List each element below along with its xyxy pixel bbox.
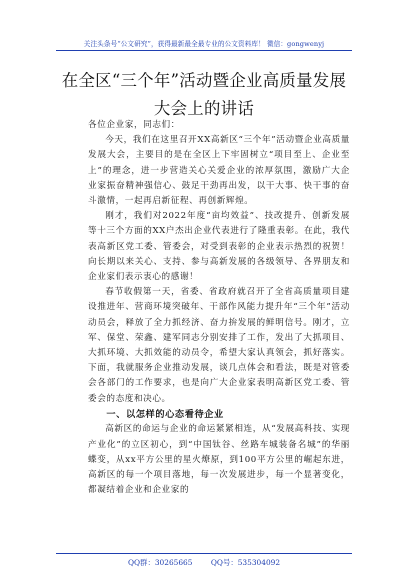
header-divider <box>56 50 352 51</box>
greeting: 各位企业家，同志们： <box>88 120 180 130</box>
footer-divider <box>56 553 352 554</box>
header-notice: 关注头条号“公文研究”，获得最新最全最专业的公文资料库！ 微信：gongwenyj <box>83 40 325 48</box>
paragraph: 春节收假第一天，省委、省政府就召开了全省高质量项目建设推进年、营商环境突破年、干部作风能力提升年“三个年”活动动员会，释放了全力抓经济、奋力拚发展的鲜明信号。刚才，立军、保堂、荣鑫、建军同志分别安排了工作，发出了大抓项目、大抓环境、大抓效能的动员令，希望大家认真领会，抓好落实。下面，我就服务企业推动发展，谈几点体会和看法，既是对管委会各部门的工作要求，也是向广大企业家表明高新区党工委、管委会的态度和决心。 <box>88 287 350 404</box>
paragraph: 刚才，我们对2022年度“亩均效益”、技改提升、创新发展等十三个方面的XX户杰出企业代表进行了隆重表彰。在此，我代表高新区党工委、管委会，对受到表彰的企业表示热烈的祝贺！向长期以来关心、支持、参与高新发展的各级领导、各界朋友和企业家们表示衷心的感谢！ <box>88 211 350 283</box>
paragraph: 今天，我们在这里召开XX高新区“三个年”活动暨企业高质量发展大会，主要目的是在全区上下牢固树立“项目至上、企业至上”的理念，进一步营造关心关爱企业的浓厚氛围，激励广大企业家振奋精神强信心、鼓足干劲再出发，以干大事、快干事的奋斗激情，一起再启新征程、再创新辉煌。 <box>88 135 350 207</box>
document-body <box>88 118 350 498</box>
footer-qq: QQ号：535304092 <box>210 558 281 567</box>
document-title-line-1: 在全区“三个年”活动暨企业高质量发展 <box>61 71 347 90</box>
section-heading: 一、以怎样的心态看待企业 <box>106 408 224 420</box>
paragraph: 高新区的命运与企业的命运紧紧相连，从“发展高科技、实现产业化”的立区初心，到“中国钛谷、丝路车城装备名城”的华丽蝶变，从xx平方公里的星火燎原，到100平方公里的崛起东进，高新区的每一个项目落地，每一次发展进步，每一个显著变化，都凝结着企业和企业家的 <box>88 424 350 496</box>
footer-contact <box>0 557 408 568</box>
footer-qq-group: QQ群：30265665 <box>127 558 193 567</box>
document-title-line-2: 大会上的讲话 <box>153 99 255 118</box>
